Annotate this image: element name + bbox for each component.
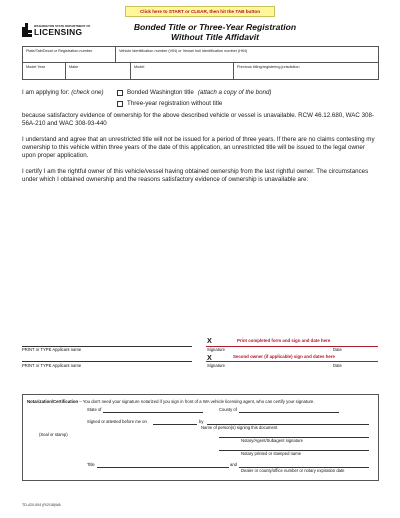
print-name-label-2: PRINT or TYPE Applicant name bbox=[22, 363, 82, 368]
three-year-checkbox[interactable] bbox=[117, 101, 123, 107]
plate-field[interactable] bbox=[23, 47, 116, 62]
county-line[interactable] bbox=[239, 412, 339, 413]
notary-heading-title: Notarization/Certification bbox=[27, 399, 79, 404]
plate-label: Plate/Tab/Decal or Registration number bbox=[26, 49, 93, 53]
form-title bbox=[100, 22, 330, 42]
date-label-2: Date bbox=[333, 363, 342, 368]
logo-agency-text: WASHINGTON STATE DEPARTMENT OF bbox=[34, 24, 91, 28]
notary-signature-caption: Notary/Agent/Subagent signature bbox=[241, 438, 303, 443]
notary-heading-text: – You don't need your signature notarized if you sign in front of a WA vehicle licensing agent, who can certify your signature. bbox=[78, 399, 315, 404]
paragraph-agreement: I understand and agree that an unrestricted title will not be issued for a period of three years. If there are no claims contesting my ownership to this vehicle within three years of the date of this application, an unrestricted title will be issued to the legal owner upon proper application. bbox=[22, 136, 375, 159]
state-line[interactable] bbox=[103, 412, 203, 413]
applying-hint: (check one) bbox=[71, 89, 104, 96]
title-label: Title bbox=[87, 462, 95, 467]
seal-label: (Seal or stamp) bbox=[39, 432, 68, 437]
date-label-1: Date bbox=[333, 347, 342, 352]
notary-name-caption: Notary printed or stamped name bbox=[241, 451, 302, 456]
signed-date-line[interactable] bbox=[153, 424, 197, 425]
title-line[interactable] bbox=[97, 467, 229, 468]
model-year-field[interactable] bbox=[23, 63, 66, 79]
bonded-title-checkbox[interactable] bbox=[117, 90, 123, 96]
logo-licensing-text: LICENSING bbox=[34, 27, 83, 37]
county-label: County of bbox=[219, 407, 237, 412]
form-title-line1: Bonded Title or Three-Year Registration bbox=[133, 22, 297, 32]
signature-line-2[interactable] bbox=[206, 361, 378, 362]
applying-label-text: I am applying for: bbox=[22, 89, 70, 96]
signer-name-caption: Name of person(s) signing this document bbox=[201, 425, 278, 430]
signature-label-2: Signature bbox=[207, 363, 225, 368]
make-field[interactable] bbox=[66, 63, 131, 79]
sign-here-note-2: Second owner (if applicable) sign and dates here bbox=[233, 354, 335, 359]
and-label: and bbox=[230, 462, 237, 467]
vehicle-info-table bbox=[22, 46, 379, 80]
option-three-year bbox=[117, 100, 222, 108]
start-clear-button[interactable]: Click here to START or CLEAR, then hit the TAB button bbox=[125, 6, 275, 17]
make-label: Make bbox=[69, 65, 79, 69]
paragraph-certify: I certify I am the rightful owner of this vehicle/vessel having obtained ownership from the last rightful owner. The circumstances under which I obtained ownership and the reasons satisfactory evidence of ownership is unavailable are: bbox=[22, 168, 369, 183]
form-number-footer: TD-420-004 (R/2/18)WA bbox=[22, 503, 61, 507]
signature-x-2: X bbox=[207, 353, 212, 362]
notarization-box bbox=[22, 394, 379, 481]
model-year-label: Model Year bbox=[26, 65, 45, 69]
vehicle-row-1 bbox=[23, 47, 378, 63]
vehicle-row-2 bbox=[23, 63, 378, 79]
jurisdiction-label: Previous titling/registering jurisdiction bbox=[237, 65, 300, 69]
form-title-line2: Without Title Affidavit bbox=[170, 32, 260, 43]
three-year-text: Three-year registration without title bbox=[127, 100, 223, 107]
dol-logo-icon bbox=[22, 23, 32, 37]
vin-field[interactable] bbox=[116, 47, 380, 62]
print-name-label-1: PRINT or TYPE Applicant name bbox=[22, 347, 82, 352]
bonded-title-hint: (attach a copy of the bond) bbox=[197, 89, 272, 96]
applying-label bbox=[22, 89, 104, 97]
option-bonded-title bbox=[117, 89, 271, 97]
state-label: State of bbox=[87, 407, 102, 412]
by-label: by bbox=[199, 419, 204, 424]
model-field[interactable] bbox=[131, 63, 234, 79]
signature-label-1: Signature bbox=[207, 347, 225, 352]
sign-here-note-1: Print completed form and sign and date here bbox=[237, 338, 331, 343]
jurisdiction-field[interactable] bbox=[234, 63, 380, 79]
dealer-caption: Dealer or county/office number or notary expiration date bbox=[241, 468, 345, 473]
signature-x-1: X bbox=[207, 336, 212, 345]
signature-line-1[interactable] bbox=[206, 346, 378, 347]
vin-label: Vehicle identification number (VIN) or Vessel hull identification number (HIN) bbox=[119, 49, 248, 53]
paragraph-evidence: because satisfactory evidence of ownership for the above described vehicle or vessel is unavailable. RCW 46.12.680, WAC 308-56A-210 and WAC 308-93-440 bbox=[22, 112, 374, 127]
circumstances-text-area[interactable] bbox=[22, 188, 378, 334]
signed-before-label: Signed or attested before me on bbox=[87, 419, 147, 424]
print-name-line-2[interactable] bbox=[22, 361, 192, 362]
notary-heading bbox=[27, 399, 375, 404]
model-label: Model bbox=[134, 65, 145, 69]
bonded-title-text: Bonded Washington title bbox=[127, 89, 194, 96]
